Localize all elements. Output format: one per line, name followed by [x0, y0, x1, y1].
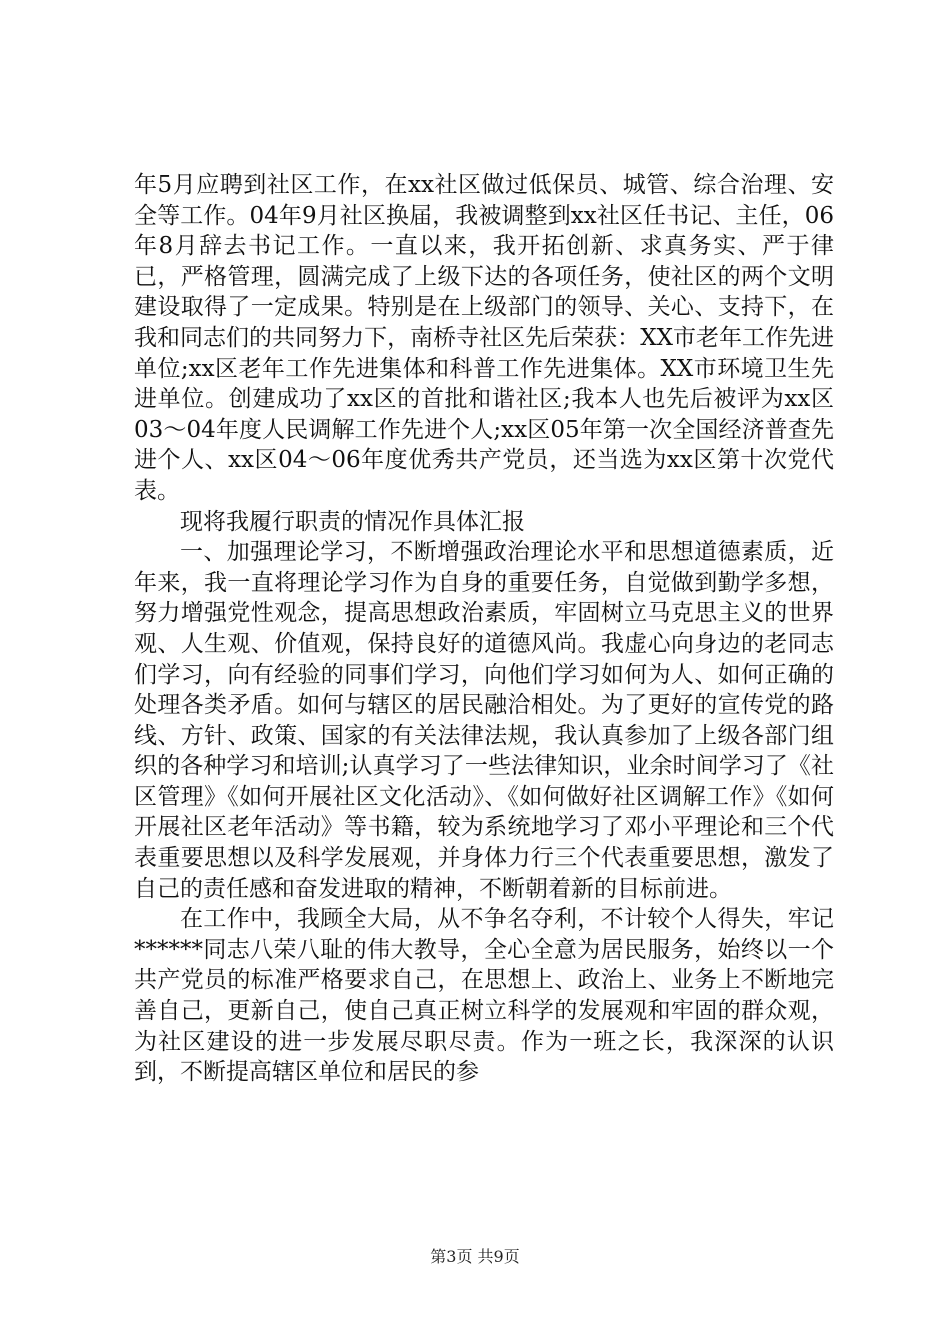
- document-body: [134, 170, 834, 1088]
- paragraph-2: 现将我履行职责的情况作具体汇报: [180, 508, 525, 535]
- paragraph-3: 一、加强理论学习，不断增强政治理论水平和思想道德素质，近年来，我一直将理论学习作为自身的重要任务，自觉做到勤学多想，努力增强党性观念，提高思想政治素质，牢固树立马克思主义的世界观、人生观、价值观，保持良好的道德风尚。我虚心向身边的老同志们学习，向有经验的同事们学习，向他们学习如何为人、如何正确的处理各类矛盾。如何与辖区的居民融洽相处。为了更好的宣传党的路线、方针、政策、国家的有关法律法规，我认真参加了上级各部门组织的各种学习和培训;认真学习了一些法律知识，业余时间学习了《社区管理》《如何开展社区文化活动》、《如何做好社区调解工作》《如何开展社区老年活动》等书籍，较为系统地学习了邓小平理论和三个代表重要思想以及科学发展观，并身体力行三个代表重要思想，激发了自己的责任感和奋发进取的精神，不断朝着新的目标前进。: [134, 539, 834, 902]
- paragraph-1: 年5月应聘到社区工作，在xx社区做过低保员、城管、综合治理、安全等工作。04年9月社区换届，我被调整到xx社区任书记、主任，06年8月辞去书记工作。一直以来，我开拓创新、求真务实、严于律已，严格管理，圆满完成了上级下达的各项任务，使社区的两个文明建设取得了一定成果。特别是在上级部门的领导、关心、支持下，在我和同志们的共同努力下，南桥寺社区先后荣获：XX市老年工作先进单位;xx区老年工作先进集体和科普工作先进集体。XX市环境卫生先进单位。创建成功了xx区的首批和谐社区;我本人也先后被评为xx区03～04年度人民调解工作先进个人;xx区05年第一次全国经济普查先进个人、xx区04～06年度优秀共产党员，还当选为xx区第十次党代表。: [134, 172, 834, 504]
- page-number-label: 第3页 共9页: [430, 1247, 520, 1266]
- paragraph-4: 在工作中，我顾全大局，从不争名夺利，不计较个人得失，牢记******同志八荣八耻的伟大教导，全心全意为居民服务，始终以一个共产党员的标准严格要求自己，在思想上、政治上、业务上不断地完善自己，更新自己，使自己真正树立科学的发展观和牢固的群众观，为社区建设的进一步发展尽职尽责。作为一班之长，我深深的认识到，不断提高辖区单位和居民的参: [134, 906, 834, 1086]
- page-footer: [0, 1244, 950, 1267]
